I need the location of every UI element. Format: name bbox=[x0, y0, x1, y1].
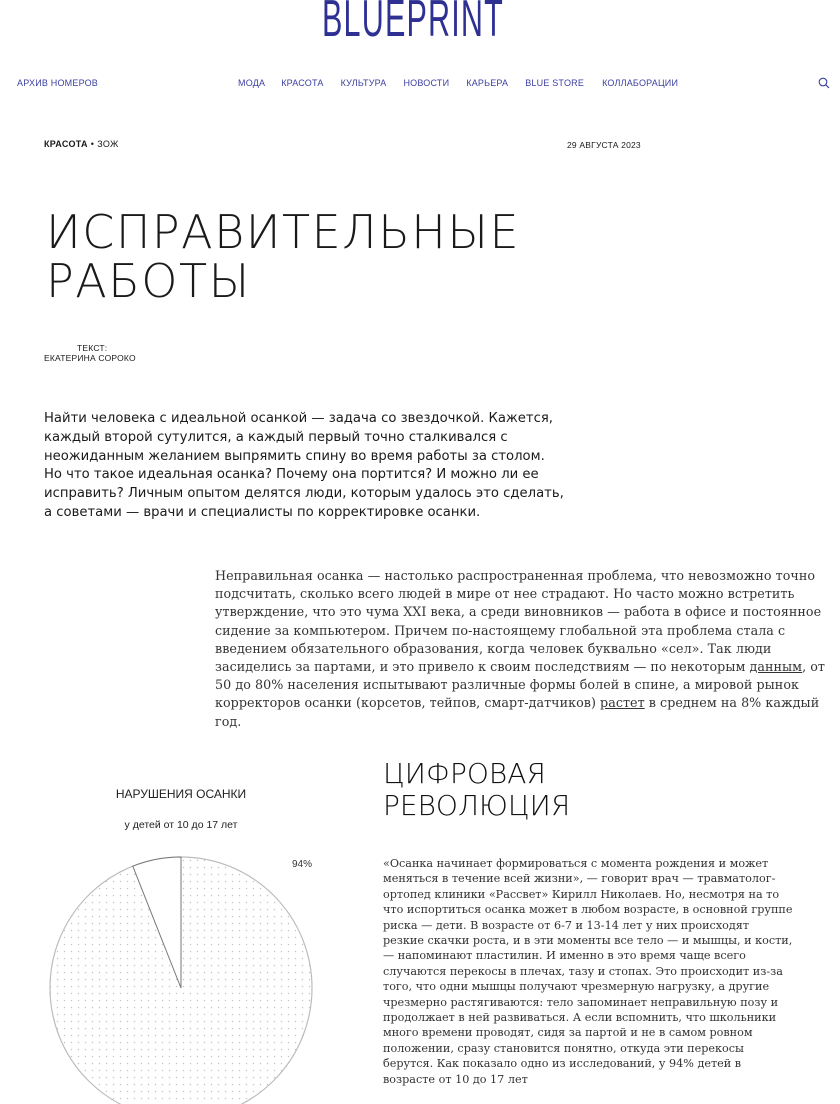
data-link[interactable]: данным bbox=[749, 659, 803, 675]
title-line-1: ИСПРАВИТЕЛЬНЫЕ bbox=[46, 205, 521, 259]
author-name[interactable]: ЕКАТЕРИНА СОРОКО bbox=[44, 353, 136, 363]
chart-svg bbox=[40, 780, 340, 1100]
author-block bbox=[44, 343, 136, 363]
posture-chart bbox=[40, 780, 340, 1100]
author-label: ТЕКСТ: bbox=[77, 343, 108, 353]
body1-text-3: в среднем на 8% каждый год. bbox=[215, 695, 820, 729]
chart-subtitle: у детей от 10 до 17 лет bbox=[124, 819, 238, 831]
body1-text-1: Неправильная осанка — настолько распространенная проблема, что невозможно точно подсчитать, сколько всего людей в мире от нее страдают. Но часто можно встретить утверждение, что это чума XXI века, а среди виновников — работа в офисе и постоянное сидение за компьютером. Причем по-настоящему глобальной эта проблема стала с введением обязательного образования, когда человек буквально «сел». Так люди засиделись за партами, и это привело к своим последствиям — по некоторым bbox=[215, 568, 822, 675]
body-paragraph-1 bbox=[215, 567, 830, 731]
nav-item-news[interactable]: НОВОСТИ bbox=[403, 78, 450, 88]
main-menu bbox=[238, 78, 678, 88]
logo-text: BLUEPRINT bbox=[322, 0, 504, 48]
publish-date: 29 АВГУСТА 2023 bbox=[567, 140, 641, 150]
rubric-link[interactable]: КРАСОТА bbox=[44, 139, 88, 149]
chart-title: НАРУШЕНИЯ ОСАНКИ bbox=[115, 787, 247, 801]
archive-link[interactable]: АРХИВ НОМЕРОВ bbox=[17, 78, 98, 88]
article-lead: Найти человека с идеальной осанкой — задача со звездочкой. Кажется, каждый второй сутулится, а каждый первый точно сталкивался с неожиданным желанием выпрямить спину во время работы за столом. Но что такое идеальная осанка? Почему она портится? И можно ли ее исправить? Личным опытом делятся люди, которым удалось это сделать, а советами — врачи и специалисты по корректировке осанки. bbox=[44, 411, 564, 520]
article-title bbox=[46, 205, 666, 308]
title-line-2: РАБОТЫ bbox=[46, 254, 251, 308]
nav-item-beauty[interactable]: КРАСОТА bbox=[281, 78, 324, 88]
article-meta bbox=[44, 139, 119, 149]
search-icon[interactable] bbox=[818, 77, 830, 89]
meta-separator: • bbox=[90, 139, 95, 149]
pie-group bbox=[50, 857, 312, 1104]
pie-label-main: 94% bbox=[291, 859, 313, 870]
body1-text-2: , от 50 до 80% населения испытывают различные формы болей в спине, а мировой рынок корректоров осанки (корсетов, тейпов, смарт-датчиков) bbox=[215, 659, 825, 711]
nav-item-career[interactable]: КАРЬЕРА bbox=[466, 78, 509, 88]
nav-item-fashion[interactable]: МОДА bbox=[238, 78, 266, 88]
nav-item-collaborations[interactable]: КОЛЛАБОРАЦИИ bbox=[602, 78, 679, 88]
growth-link[interactable]: растет bbox=[600, 695, 645, 711]
section-heading-line-1: ЦИФРОВАЯ bbox=[383, 757, 546, 790]
logo-graphic bbox=[320, 0, 506, 48]
section-heading bbox=[383, 758, 783, 822]
nav-item-culture[interactable]: КУЛЬТУРА bbox=[340, 78, 387, 88]
nav-item-blue-store[interactable]: BLUE STORE bbox=[525, 78, 585, 88]
top-navigation bbox=[0, 78, 840, 92]
tag-link[interactable]: ЗОЖ bbox=[97, 139, 119, 149]
body-paragraph-2: «Осанка начинает формироваться с момента рождения и может меняться в течение всей жизни», — говорит врач — травматолог-ортопед клиники «Рассвет» Кирилл Николаев. Но, несмотря на то что испортиться осанка может в любом возрасте, в основной группе риска — дети. В возрасте от 6-7 и 13-14 лет у них происходят резкие скачки роста, и в эти моменты все тело — и мышцы, и кости, — напоминают пластилин. И именно в это время чаще всего случаются перекосы в плечах, тазу и стопах. Это происходит из-за того, что одни мышцы получают чрезмерную нагрузку, а другие чрезмерно растягиваются: тело запоминает неправильную позу и продолжает в ней развиваться. А если вспомнить, что школьники много времени проводят, сидя за партой и не в самом ровном положении, сразу становится понятно, откуда эти перекосы берутся. Как показало одно из исследований, у 94% детей в возрасте от 10 до 17 лет bbox=[383, 857, 793, 1086]
section-heading-line-2: РЕВОЛЮЦИЯ bbox=[383, 789, 571, 822]
site-logo[interactable] bbox=[320, 0, 506, 48]
